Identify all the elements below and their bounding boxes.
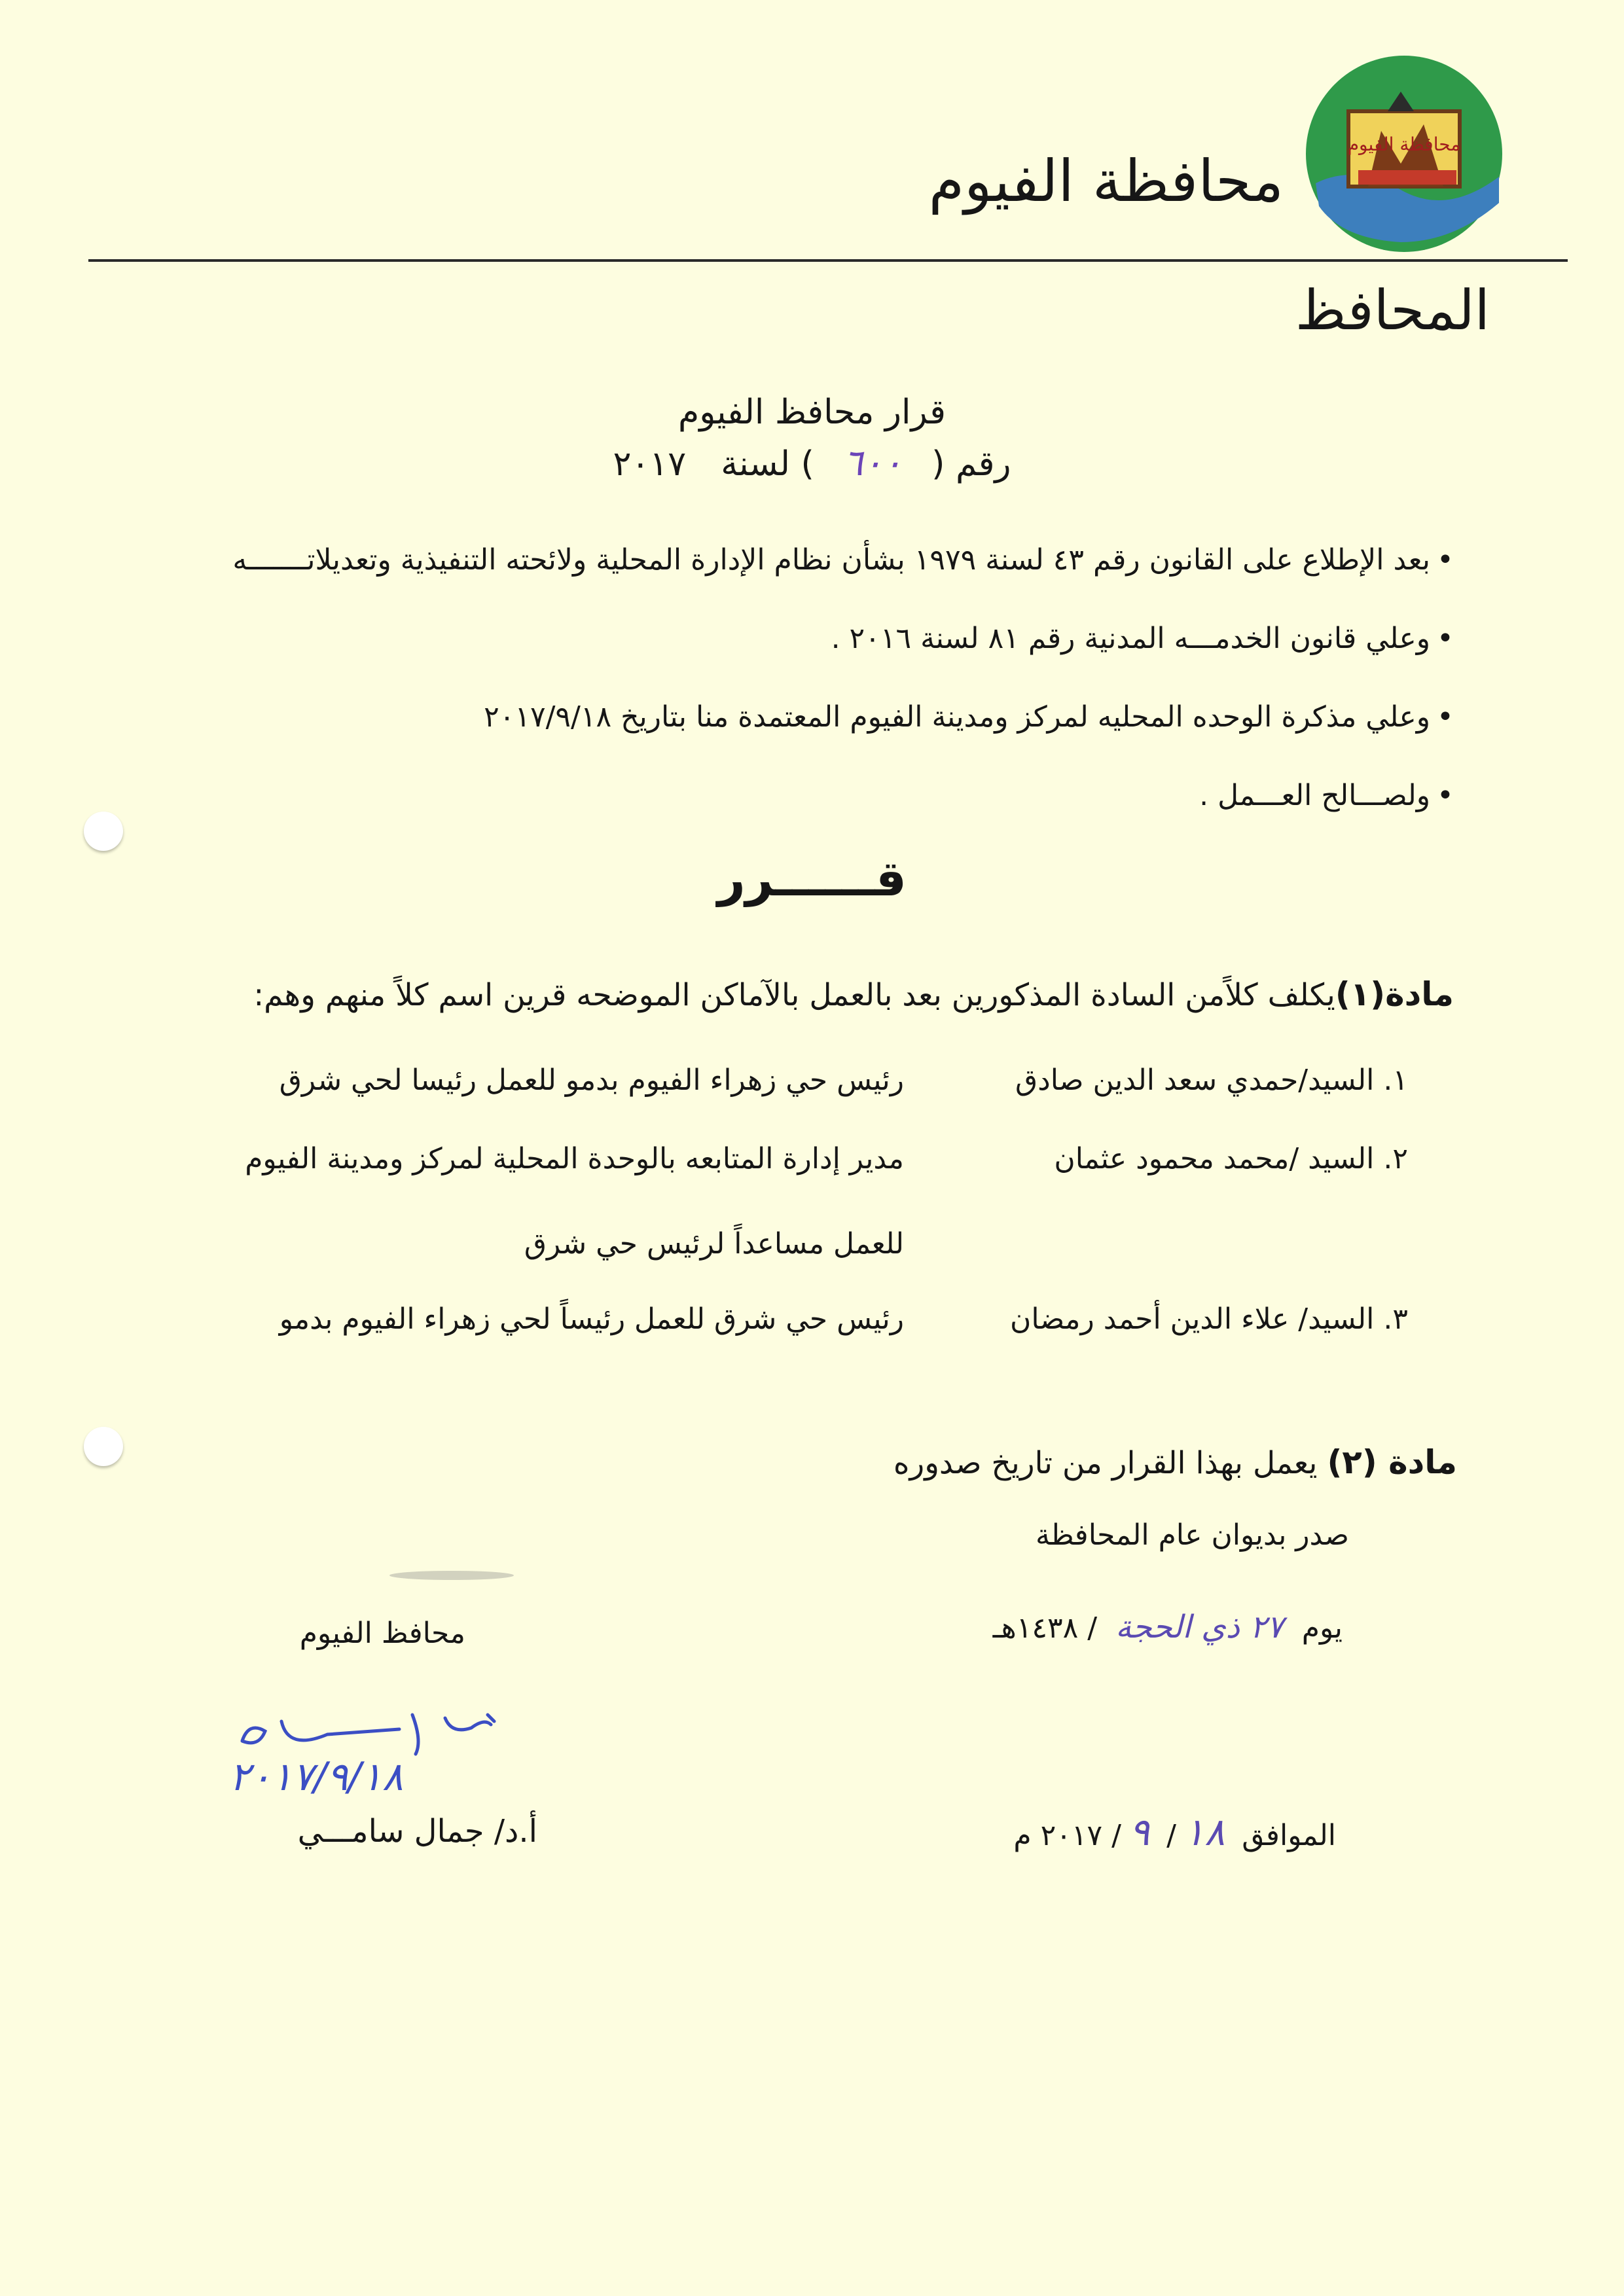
article-1-label: مادة(١) (1335, 975, 1454, 1013)
signature-date: ٢٠١٧/٩/١٨ (229, 1754, 404, 1800)
signatory-name: أ.د/ جمال سامـــي (297, 1813, 537, 1850)
gregorian-suffix: م (1013, 1819, 1032, 1852)
decision-title: قرار محافظ الفيوم (678, 393, 946, 432)
assignment-name: ٣. السيد/ علاء الدين أحمد رمضان (1010, 1302, 1408, 1336)
decision-number-handwritten: ٦٠٠ (843, 442, 903, 484)
assignment-role: مدير إدارة المتابعه بالوحدة المحلية لمركز ومدينة الفيوم (245, 1142, 904, 1175)
preamble-text: بعد الإطلاع على القانون رقم ٤٣ لسنة ١٩٧٩ بشأن نظام الإدارة المحلية ولائحته التنفيذية وتعديلاتـــــــه (232, 543, 1431, 577)
article-2 (893, 1443, 1457, 1481)
assignment-role-continued: للعمل مساعداً لرئيس حي شرق (524, 1227, 904, 1261)
preamble-item (831, 622, 1454, 655)
hijri-handwritten: ٢٧ ذي الحجة (1115, 1609, 1284, 1645)
governorate-name: محافظة الفيوم (928, 147, 1284, 215)
hijri-prefix: يوم (1301, 1611, 1343, 1645)
decided-heading: قــــــرر (717, 851, 907, 907)
office-title: المحافظ (1295, 278, 1490, 342)
punch-hole (84, 812, 123, 851)
bullet-icon: • (1437, 543, 1454, 577)
signatory-title: محافظ الفيوم (299, 1617, 465, 1650)
gregorian-prefix: الموافق (1242, 1819, 1336, 1852)
ink-smudge (389, 1571, 514, 1580)
preamble-item (232, 543, 1454, 577)
gregorian-day: ١٨ (1183, 1810, 1225, 1854)
bullet-icon: • (1437, 622, 1454, 655)
issued-at: صدر بديوان عام المحافظة (1035, 1518, 1349, 1552)
decision-number (0, 442, 1624, 484)
preamble-item (484, 700, 1454, 734)
gregorian-month: ٩ (1128, 1810, 1150, 1854)
bullet-icon: • (1437, 779, 1454, 812)
assignment-name: ١. السيد/حمدي سعد الدين صادق (1015, 1064, 1408, 1097)
article-1 (253, 975, 1454, 1013)
logo-text: محافظة الفيوم (1347, 134, 1461, 155)
gregorian-date: الموافق ١٨/ ٩/ ٢٠١٧ م (1013, 1810, 1336, 1854)
gregorian-year: ٢٠١٧ (1040, 1819, 1103, 1852)
assignment-role: رئيس حي شرق للعمل رئيساً لحي زهراء الفيوم بدمو (279, 1302, 904, 1336)
preamble-text: وعلي مذكرة الوحده المحليه لمركز ومدينة الفيوم المعتمدة منا بتاريخ ٢٠١٧/٩/١٨ (484, 700, 1431, 734)
governorate-logo (1303, 52, 1506, 255)
article-1-text: يكلف كلاًمن السادة المذكورين بعد بالعمل بالآماكن الموضحه قرين اسم كلاً منهم وهم: (253, 977, 1335, 1013)
decision-year: ٢٠١٧ (613, 444, 687, 484)
bullet-icon: • (1437, 700, 1454, 734)
header-divider (88, 259, 1568, 262)
decision-number-prefix: رقم ( (931, 444, 1011, 484)
assignment-name: ٢. السيد /محمد محمود عثمان (1054, 1142, 1408, 1175)
assignment-role: رئيس حي زهراء الفيوم بدمو للعمل رئيسا لحي شرق (279, 1064, 904, 1097)
hijri-date (993, 1609, 1343, 1645)
preamble-item (1199, 779, 1454, 812)
preamble-text: ولصـــالح العـــمل . (1199, 779, 1431, 812)
article-2-text: يعمل بهذا القرار من تاريخ صدوره (893, 1445, 1318, 1481)
decision-number-suffix: ) لسنة (721, 444, 814, 484)
punch-hole (84, 1427, 123, 1466)
preamble-text: وعلي قانون الخدمـــه المدنية رقم ٨١ لسنة ٢٠١٦ . (831, 622, 1431, 655)
hijri-year: / ١٤٣٨هـ (992, 1611, 1098, 1645)
article-2-label: مادة (٢) (1327, 1443, 1457, 1481)
